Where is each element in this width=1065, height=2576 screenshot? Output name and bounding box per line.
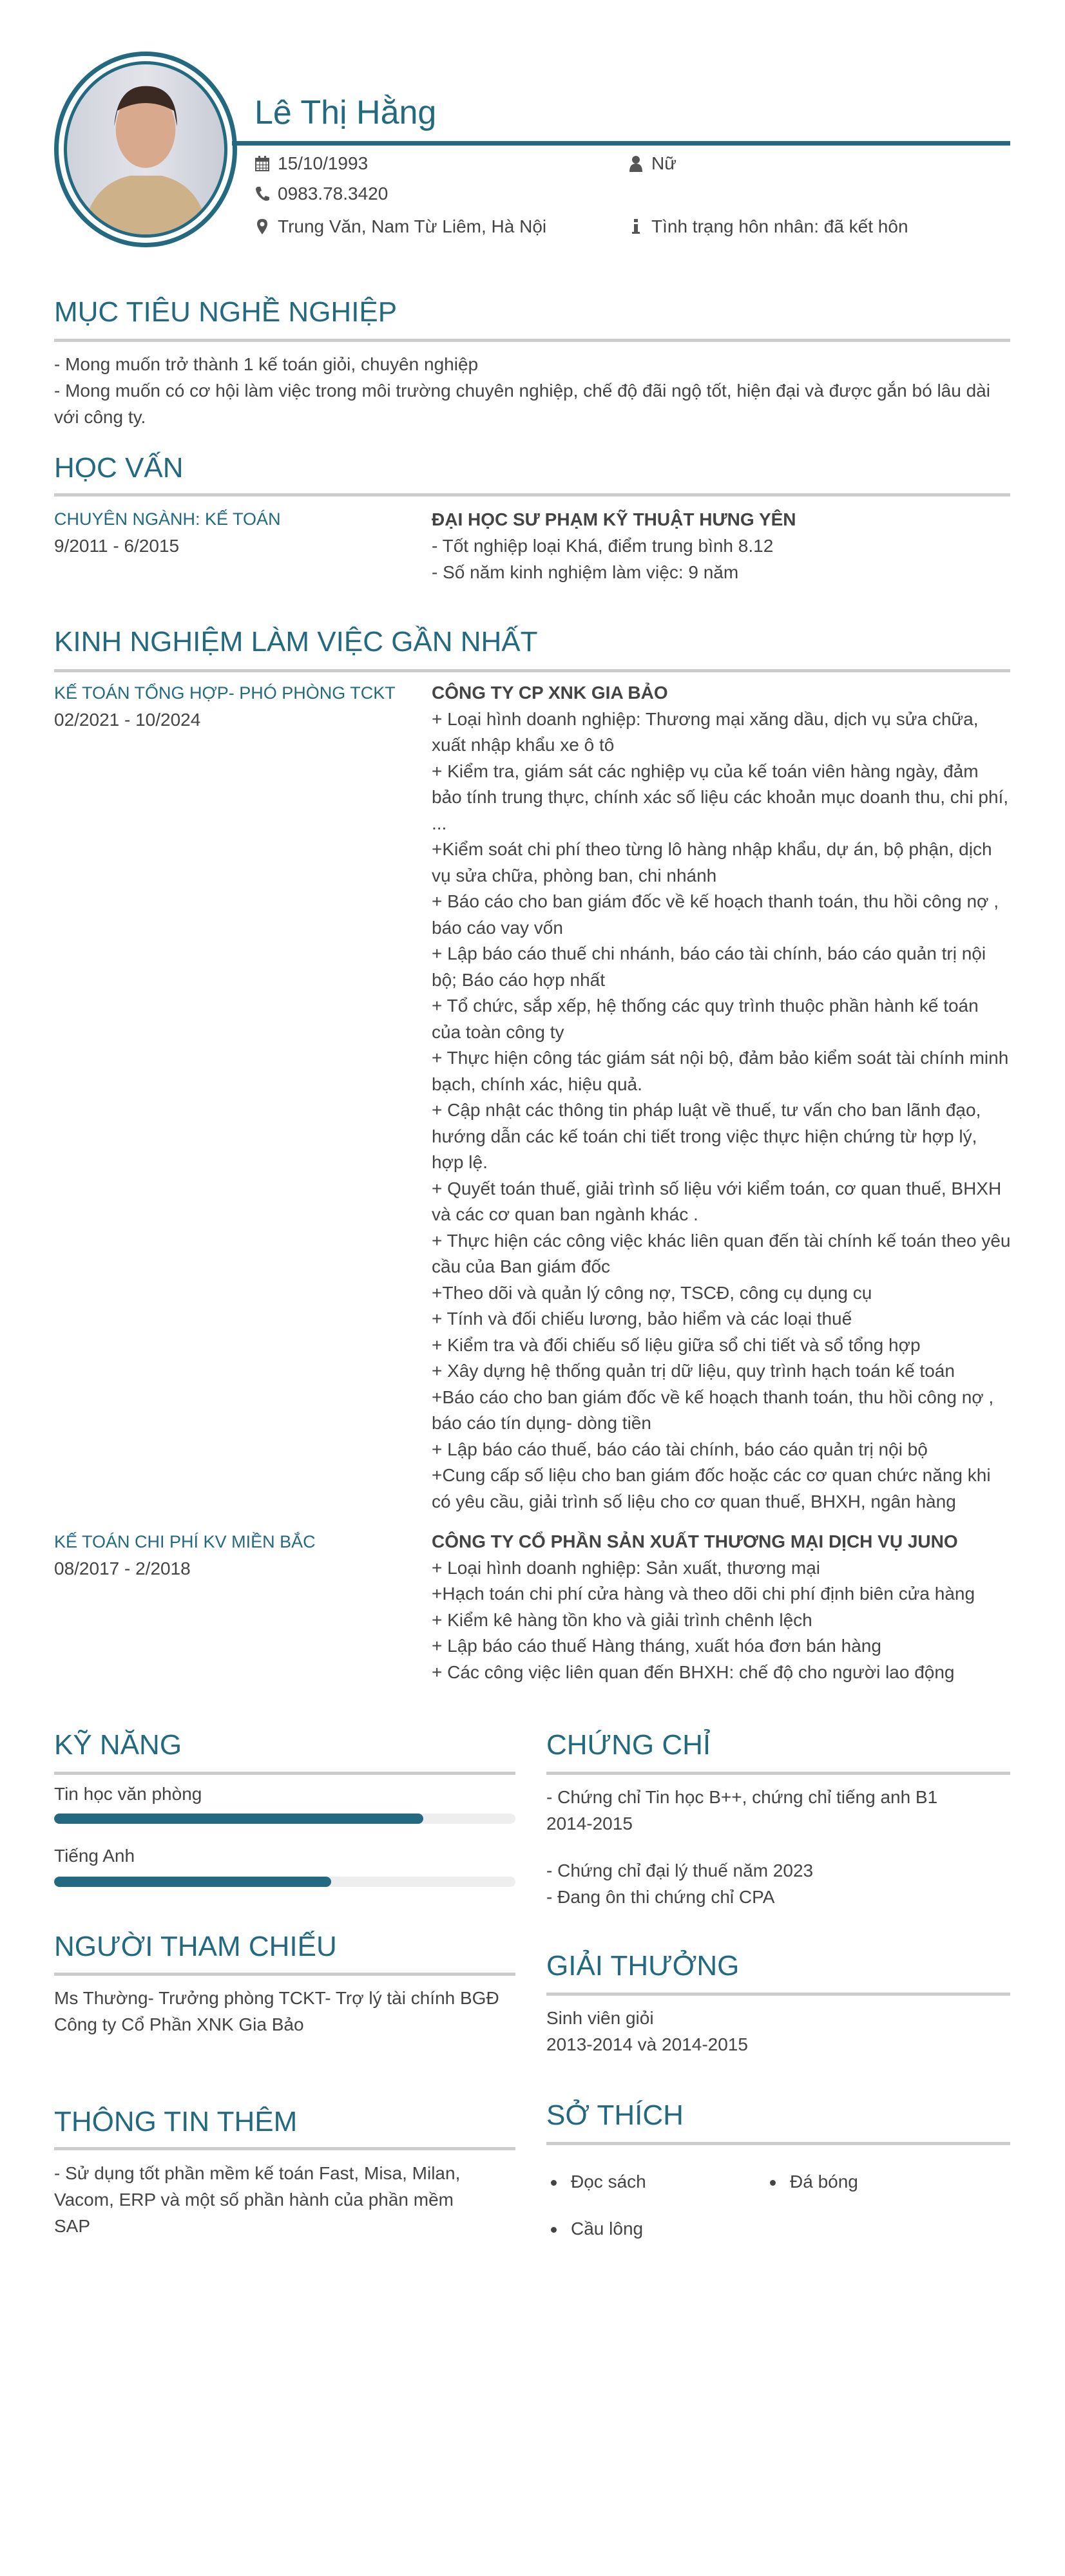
hobby-item <box>551 2172 646 2192</box>
job-duty: + Tổ chức, sắp xếp, hệ thống các quy trình thuộc phần hành kế toán của toàn công ty <box>432 996 979 1042</box>
job-duty: +Theo dõi và quản lý công nợ, TSCĐ, công cụ dụng cụ <box>432 1282 872 1303</box>
info-icon <box>628 218 644 235</box>
divider <box>546 1772 1010 1775</box>
gender: Nữ <box>651 153 676 173</box>
divider <box>54 669 1010 672</box>
certificates-list <box>546 1784 1010 1910</box>
section-title-certificates: CHỨNG CHỈ <box>546 1729 711 1761</box>
section-title-awards: GIẢI THƯỞNG <box>546 1950 740 1982</box>
bullet-icon <box>551 2180 557 2186</box>
certificate-line: - Chứng chỉ đại lý thuế năm 2023 <box>546 1861 814 1880</box>
name-underline <box>232 141 1010 146</box>
hobby-label: Đá bóng <box>790 2172 858 2192</box>
skill-bar-fill <box>54 1814 423 1824</box>
section-title-references: NGƯỜI THAM CHIẾU <box>54 1931 337 1962</box>
job-duty: + Tính và đối chiếu lương, bảo hiểm và các loại thuế <box>432 1309 852 1329</box>
job-duty: + Quyết toán thuế, giải trình số liệu với kiểm toán, cơ quan thuế, BHXH và các cơ quan ban ngành khác . <box>432 1178 1002 1224</box>
skill-item <box>54 1846 515 1887</box>
job-duty: + Thực hiện công tác giám sát nội bộ, đảm bảo kiểm soát tài chính minh bạch, chính xác, hiệu quả. <box>432 1048 1009 1094</box>
section-title-experience: KINH NGHIỆM LÀM VIỆC GẦN NHẤT <box>54 626 538 658</box>
section-title-extra: THÔNG TIN THÊM <box>54 2106 298 2137</box>
job-duty: +Cung cấp số liệu cho ban giám đốc hoặc các cơ quan chức năng khi có yêu cầu, giải trình số liệu cho cơ quan thuế, BHXH, ngân hàng <box>432 1465 991 1511</box>
divider <box>546 2142 1010 2145</box>
reference-line: Công ty Cổ Phần XNK Gia Bảo <box>54 2014 304 2034</box>
hobby-label: Cầu lông <box>571 2219 644 2239</box>
certificate-line: - Chứng chỉ Tin học B++, chứng chỉ tiếng anh B1 <box>546 1787 938 1807</box>
job-duty: +Kiểm soát chi phí theo từng lô hàng nhập khẩu, dự án, bộ phận, dịch vụ sửa chữa, phòng ban, chi nhánh <box>432 839 992 886</box>
hobby-item <box>551 2219 643 2239</box>
skill-item <box>54 1784 515 1824</box>
section-title-education: HỌC VẤN <box>54 452 184 484</box>
bullet-icon <box>551 2227 557 2233</box>
section-title-objective: MỤC TIÊU NGHỀ NGHIỆP <box>54 296 398 328</box>
education-detail: - Số năm kinh nghiệm làm việc: 9 năm <box>432 562 739 582</box>
objective-line: - Mong muốn có cơ hội làm việc trong môi trường chuyên nghiệp, chế độ đãi ngộ tốt, hiện đại và được gắn bó lâu dài với công ty. <box>54 381 990 427</box>
birthdate-row <box>254 153 368 174</box>
divider <box>54 339 1010 342</box>
extra-text: - Sử dụng tốt phần mềm kế toán Fast, Misa, Milan, Vacom, ERP và một số phần hành của phần mềm SAP <box>54 2163 461 2236</box>
job-right <box>432 1529 1012 1685</box>
job-duty: + Các công việc liên quan đến BHXH: chế độ cho người lao động <box>432 1662 955 1682</box>
user-icon <box>628 155 644 172</box>
school-name: ĐẠI HỌC SƯ PHẠM KỸ THUẬT HƯNG YÊN <box>432 509 796 529</box>
map-marker-icon <box>254 218 270 235</box>
objective-text <box>54 351 1010 430</box>
bullet-icon <box>770 2180 776 2186</box>
reference-line: Ms Thường- Trưởng phòng TCKT- Trợ lý tài chính BGĐ <box>54 1988 499 2008</box>
calendar-icon <box>254 155 270 172</box>
skill-name: Tin học văn phòng <box>54 1784 202 1804</box>
company-name: CÔNG TY CP XNK GIA BẢO <box>432 683 668 703</box>
job-duty: + Báo cáo cho ban giám đốc về kế hoạch thanh toán, thu hồi công nợ , báo cáo vay vốn <box>432 891 999 938</box>
skill-name: Tiếng Anh <box>54 1846 135 1866</box>
job-duty: + Kiểm tra và đối chiếu số liệu giữa sổ chi tiết và sổ tổng hợp <box>432 1334 921 1355</box>
job-duty: + Kiểm kê hàng tồn kho và giải trình chênh lệch <box>432 1609 812 1630</box>
education-right <box>432 506 796 585</box>
job-duty: + Loại hình doanh nghiệp: Sản xuất, thương mại <box>432 1557 820 1578</box>
job-right <box>432 680 1012 1515</box>
education-detail: - Tốt nghiệp loại Khá, điểm trung bình 8.12 <box>432 536 774 556</box>
divider <box>54 2147 515 2150</box>
avatar <box>54 52 237 247</box>
certificate-line: - Đang ôn thi chứng chỉ CPA <box>546 1887 775 1907</box>
objective-line: - Mong muốn trở thành 1 kế toán giỏi, chuyên nghiệp <box>54 354 479 374</box>
job-left <box>54 680 396 733</box>
phone-row <box>254 184 388 204</box>
job-duty: +Báo cáo cho ban giám đốc về kế hoạch thanh toán, thu hồi công nợ , báo cáo tín dụng- dòng tiền <box>432 1387 994 1433</box>
address: Trung Văn, Nam Từ Liêm, Hà Nội <box>278 216 547 236</box>
profile-photo <box>64 61 227 238</box>
job-position: KẾ TOÁN CHI PHÍ KV MIỀN BẮC <box>54 1532 316 1551</box>
job-left <box>54 1529 316 1582</box>
candidate-name: Lê Thị Hằng <box>254 94 437 131</box>
education-left <box>54 506 281 559</box>
skill-bar <box>54 1877 515 1887</box>
job-duty: + Cập nhật các thông tin pháp luật về thuế, tư vấn cho ban lãnh đạo, hướng dẫn các kế toán chi tiết trong việc thực hiện chứng từ hợp lý, hợp lệ. <box>432 1100 981 1172</box>
job-duty: + Thực hiện các công việc khác liên quan đến tài chính kế toán theo yêu cầu của Ban giám đốc <box>432 1230 1011 1276</box>
job-period: 02/2021 - 10/2024 <box>54 710 201 730</box>
gender-row <box>628 153 676 174</box>
education-major: CHUYÊN NGÀNH: KẾ TOÁN <box>54 509 281 529</box>
job-duty: + Loại hình doanh nghiệp: Thương mại xăng dầu, dịch vụ sửa chữa, xuất nhập khẩu xe ô tô <box>432 708 979 755</box>
education-period: 9/2011 - 6/2015 <box>54 536 180 556</box>
job-duty: + Lập báo cáo thuế Hàng tháng, xuất hóa đơn bán hàng <box>432 1636 881 1656</box>
phone-icon <box>254 185 270 202</box>
skill-bar-fill <box>54 1877 331 1887</box>
job-duty: + Lập báo cáo thuế chi nhánh, báo cáo tài chính, báo cáo quản trị nội bộ; Báo cáo hợp nhất <box>432 943 986 990</box>
divider <box>54 493 1010 497</box>
awards-text <box>546 2005 748 2058</box>
job-position: KẾ TOÁN TỔNG HỢP- PHÓ PHÒNG TCKT <box>54 683 396 703</box>
references-text <box>54 1985 515 2038</box>
job-duty: +Hạch toán chi phí cửa hàng và theo dõi chi phí định biên cửa hàng <box>432 1584 975 1604</box>
section-title-hobbies: SỞ THÍCH <box>546 2099 684 2131</box>
address-row <box>254 216 546 237</box>
award-line: 2013-2014 và 2014-2015 <box>546 2034 748 2054</box>
hobby-label: Đọc sách <box>571 2172 646 2192</box>
company-name: CÔNG TY CỔ PHẦN SẢN XUẤT THƯƠNG MẠI DỊCH VỤ JUNO <box>432 1531 958 1551</box>
award-line: Sinh viên giỏi <box>546 2008 654 2028</box>
section-title-skills: KỸ NĂNG <box>54 1729 182 1761</box>
divider <box>546 1993 1010 1996</box>
marital-status: Tình trạng hôn nhân: đã kết hôn <box>651 216 908 236</box>
job-duty: + Kiểm tra, giám sát các nghiệp vụ của kế toán viên hàng ngày, đảm bảo tính trung thực, chính xác số liệu các khoản mục doanh thu, chi phí, ... <box>432 761 1009 833</box>
job-duty: + Lập báo cáo thuế, báo cáo tài chính, báo cáo quản trị nội bộ <box>432 1439 928 1459</box>
job-duty: + Xây dựng hệ thống quản trị dữ liệu, quy trình hạch toán kế toán <box>432 1361 955 1381</box>
birthdate: 15/10/1993 <box>278 153 369 173</box>
phone: 0983.78.3420 <box>278 184 389 204</box>
skill-bar <box>54 1814 515 1824</box>
certificate-line: 2014-2015 <box>546 1814 633 1833</box>
divider <box>54 1772 515 1775</box>
marital-row <box>628 216 908 237</box>
hobby-item <box>770 2172 858 2192</box>
divider <box>54 1973 515 1976</box>
job-period: 08/2017 - 2/2018 <box>54 1558 191 1578</box>
